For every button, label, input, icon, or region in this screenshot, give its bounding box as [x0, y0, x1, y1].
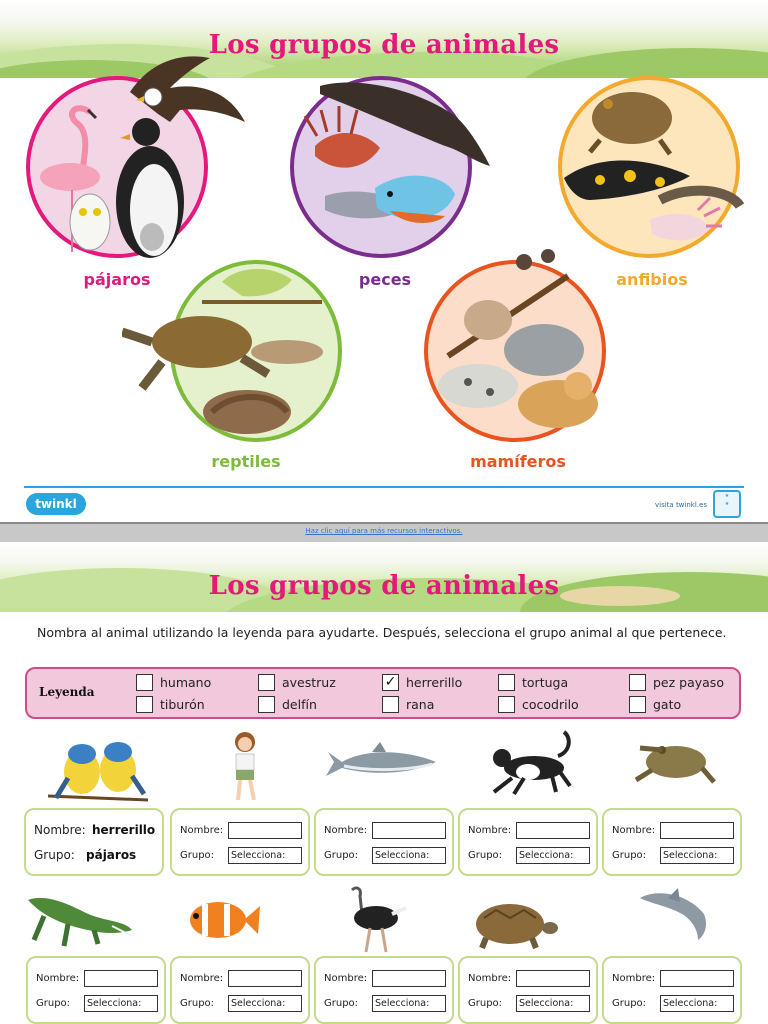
checkbox[interactable]: [629, 696, 646, 713]
name-input[interactable]: [372, 970, 446, 987]
answer-card-4: Nombre: Grupo: Selecciona:: [458, 808, 598, 876]
group-label-mammals: mamíferos: [470, 452, 566, 471]
checkbox-checked[interactable]: ✓: [382, 674, 399, 691]
group-label-birds: pájaros: [83, 270, 151, 289]
group-select[interactable]: Selecciona:: [228, 995, 302, 1012]
group-select[interactable]: Selecciona:: [516, 847, 590, 864]
crocodile-illustration: [24, 890, 134, 950]
checkbox[interactable]: [136, 674, 153, 691]
group-select[interactable]: Selecciona:: [84, 995, 158, 1012]
checkbox[interactable]: [498, 696, 515, 713]
group-label-reptiles: reptiles: [211, 452, 281, 471]
answer-card-6: Nombre: Grupo: Selecciona:: [26, 956, 166, 1024]
shark-illustration: [322, 742, 440, 782]
blue-tits-illustration: [48, 738, 148, 804]
mammals-illustration: [428, 246, 608, 442]
instructions: Nombra al animal utilizando la leyenda para ayudarte. Después, selecciona el grupo animal al que pertenece.: [37, 625, 727, 640]
answer-name-value: herrerillo: [92, 823, 156, 837]
girl-illustration: [220, 730, 270, 806]
group-select[interactable]: Selecciona:: [372, 995, 446, 1012]
checkbox[interactable]: [136, 696, 153, 713]
answer-card-8: Nombre: Grupo: Selecciona:: [314, 956, 454, 1024]
twinkl-logo: twinkl: [26, 493, 86, 515]
group-label-amphibians: anfibios: [616, 270, 688, 289]
answer-card-9: Nombre: Grupo: Selecciona:: [458, 956, 598, 1024]
group-select[interactable]: Selecciona:: [516, 995, 590, 1012]
fish-illustration: [295, 76, 495, 256]
page-2-title: Los grupos de animales: [208, 571, 560, 601]
group-select[interactable]: Selecciona:: [660, 995, 734, 1012]
checkbox[interactable]: [629, 674, 646, 691]
visit-link[interactable]: visita twinkl.es: [655, 501, 707, 509]
reptiles-illustration: [122, 262, 342, 442]
checkbox[interactable]: [382, 696, 399, 713]
name-input[interactable]: [228, 822, 302, 839]
name-input[interactable]: [84, 970, 158, 987]
checkbox[interactable]: [258, 674, 275, 691]
group-select[interactable]: Selecciona:: [660, 847, 734, 864]
amphibians-illustration: [560, 80, 756, 266]
quality-badge-icon: ★ ★: [713, 490, 741, 518]
group-select[interactable]: Selecciona:: [228, 847, 302, 864]
interactive-resources-link[interactable]: Haz clic aquí para más recursos interactivos.: [305, 527, 463, 535]
name-input[interactable]: [660, 822, 734, 839]
checkbox[interactable]: [498, 674, 515, 691]
name-input[interactable]: [516, 822, 590, 839]
answer-card-7: Nombre: Grupo: Selecciona:: [170, 956, 310, 1024]
cat-illustration: [484, 728, 576, 800]
legend-title: Leyenda: [39, 685, 95, 699]
answer-group-value: pájaros: [86, 848, 137, 862]
tortoise-illustration: [464, 898, 558, 950]
answer-card-1: Nombre: herrerillo Grupo: pájaros: [24, 808, 164, 876]
clownfish-illustration: [184, 894, 260, 946]
frog-illustration: [632, 738, 716, 784]
name-input[interactable]: [372, 822, 446, 839]
answer-card-5: Nombre: Grupo: Selecciona:: [602, 808, 742, 876]
answer-card-10: Nombre: Grupo: Selecciona:: [602, 956, 742, 1024]
footer-divider: [24, 486, 744, 488]
ostrich-illustration: [342, 884, 408, 954]
birds-illustration: [30, 52, 250, 258]
page-title: Los grupos de animales: [208, 30, 560, 60]
group-select[interactable]: Selecciona:: [372, 847, 446, 864]
name-input[interactable]: [660, 970, 734, 987]
name-input[interactable]: [228, 970, 302, 987]
name-input[interactable]: [516, 970, 590, 987]
answer-card-3: Nombre: Grupo: Selecciona:: [314, 808, 454, 876]
group-label-fish: peces: [358, 270, 412, 289]
checkbox[interactable]: [258, 696, 275, 713]
dolphin-illustration: [638, 884, 714, 944]
answer-card-2: Nombre: Grupo: Selecciona:: [170, 808, 310, 876]
